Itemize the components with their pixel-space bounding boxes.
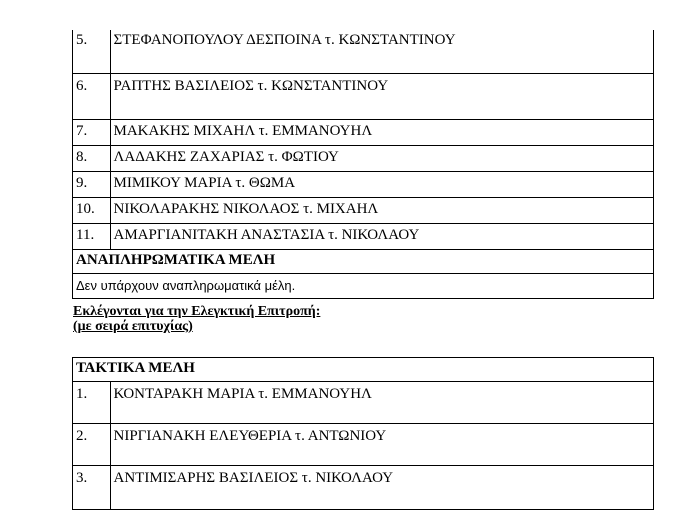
- member-name: ΡΑΠΤΗΣ ΒΑΣΙΛΕΙΟΣ τ. ΚΩΝΣΤΑΝΤΙΝΟΥ: [110, 74, 653, 120]
- alternates-header: ΑΝΑΠΛΗΡΩΜΑΤΙΚΑ ΜΕΛΗ: [73, 250, 654, 274]
- board-members-table: [72, 30, 654, 299]
- row-number: 7.: [73, 120, 111, 146]
- table-row: [73, 466, 654, 510]
- regular-members-header-row: [73, 358, 654, 382]
- table-row: [73, 424, 654, 466]
- member-name: ΝΙΡΓΙΑΝΑΚΗ ΕΛΕΥΘΕΡΙΑ τ. ΑΝΤΩΝΙΟΥ: [110, 424, 653, 466]
- row-number: 8.: [73, 146, 111, 172]
- row-number: 11.: [73, 224, 111, 250]
- member-name: ΛΑΔΑΚΗΣ ΖΑΧΑΡΙΑΣ τ. ΦΩΤΙΟΥ: [110, 146, 653, 172]
- member-name: ΑΜΑΡΓΙΑΝΙΤΑΚΗ ΑΝΑΣΤΑΣΙΑ τ. ΝΙΚΟΛΑΟΥ: [110, 224, 653, 250]
- table-row: [73, 172, 654, 198]
- row-number: 6.: [73, 74, 111, 120]
- member-name: ΑΝΤΙΜΙΣΑΡΗΣ ΒΑΣΙΛΕΙΟΣ τ. ΝΙΚΟΛΑΟΥ: [110, 466, 653, 510]
- row-number: 1.: [73, 382, 111, 424]
- audit-heading-line2: (με σειρά επιτυχίας): [73, 319, 193, 334]
- audit-committee-heading: [73, 304, 320, 334]
- table-row: [73, 120, 654, 146]
- row-number: 9.: [73, 172, 111, 198]
- alternates-note-row: [73, 274, 654, 299]
- row-number: 10.: [73, 198, 111, 224]
- table-row: [73, 224, 654, 250]
- alternates-header-row: [73, 250, 654, 274]
- audit-committee-table: [72, 357, 654, 510]
- regular-members-header: ΤΑΚΤΙΚΑ ΜΕΛΗ: [73, 358, 654, 382]
- member-name: ΜΑΚΑΚΗΣ ΜΙΧΑΗΛ τ. ΕΜΜΑΝΟΥΗΛ: [110, 120, 653, 146]
- member-name: ΚΟΝΤΑΡΑΚΗ ΜΑΡΙΑ τ. ΕΜΜΑΝΟΥΗΛ: [110, 382, 653, 424]
- table-row: [73, 382, 654, 424]
- table-row: [73, 198, 654, 224]
- row-number: 3.: [73, 466, 111, 510]
- table-row: [73, 74, 654, 120]
- member-name: ΣΤΕΦΑΝΟΠΟΥΛΟΥ ΔΕΣΠΟΙΝΑ τ. ΚΩΝΣΤΑΝΤΙΝΟΥ: [110, 30, 653, 74]
- row-number: 5.: [73, 30, 111, 74]
- alternates-note: Δεν υπάρχουν αναπληρωματικά μέλη.: [73, 274, 654, 299]
- table-row: [73, 146, 654, 172]
- row-number: 2.: [73, 424, 111, 466]
- audit-heading-line1: Εκλέγονται για την Ελεγκτική Επιτροπή:: [73, 304, 321, 319]
- member-name: ΝΙΚΟΛΑΡΑΚΗΣ ΝΙΚΟΛΑΟΣ τ. ΜΙΧΑΗΛ: [110, 198, 653, 224]
- table-row: [73, 30, 654, 74]
- member-name: ΜΙΜΙΚΟΥ ΜΑΡΙΑ τ. ΘΩΜΑ: [110, 172, 653, 198]
